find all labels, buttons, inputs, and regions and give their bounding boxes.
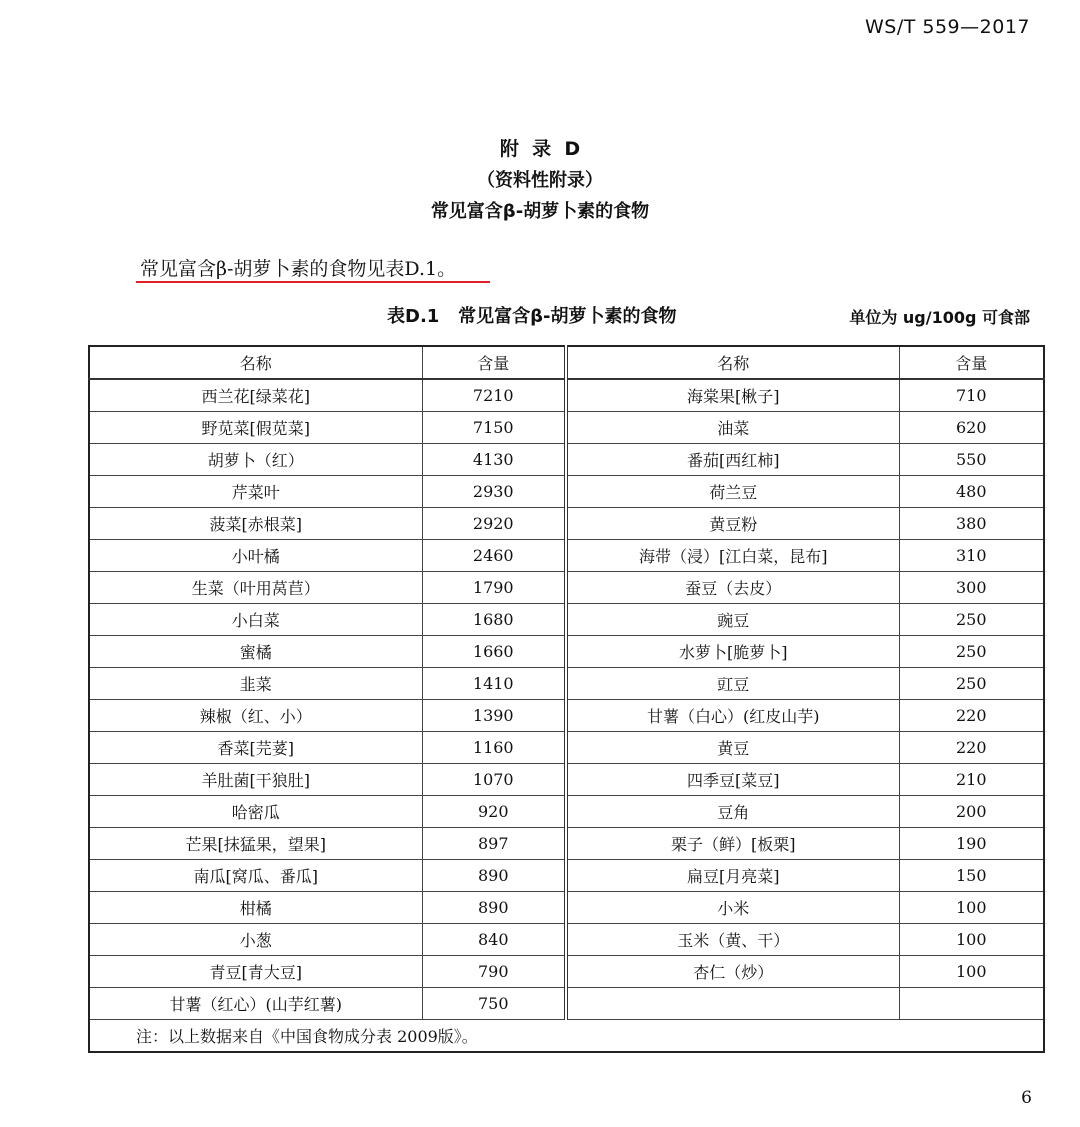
food-content-left: 4130 bbox=[422, 444, 566, 476]
table-unit: 单位为 ug/100g 可食部 bbox=[849, 308, 1030, 327]
table-header-row bbox=[89, 346, 1044, 379]
table-caption: 表D.1 常见富含β-胡萝卜素的食物 bbox=[387, 306, 677, 327]
table-row bbox=[89, 860, 1044, 892]
table-row bbox=[89, 604, 1044, 636]
food-name-right: 番茄[西红柿] bbox=[566, 444, 899, 476]
food-name-left: 柑橘 bbox=[89, 892, 422, 924]
food-name-left: 生菜（叶用莴苣） bbox=[89, 572, 422, 604]
food-name-left: 蜜橘 bbox=[89, 636, 422, 668]
header-content-left: 含量 bbox=[422, 346, 566, 379]
food-content-left: 1410 bbox=[422, 668, 566, 700]
food-content-right: 550 bbox=[899, 444, 1044, 476]
food-content-left: 840 bbox=[422, 924, 566, 956]
table-row bbox=[89, 379, 1044, 412]
food-name-right: 蚕豆（去皮） bbox=[566, 572, 899, 604]
food-content-right: 220 bbox=[899, 700, 1044, 732]
food-name-right: 甘薯（白心）(红皮山芋) bbox=[566, 700, 899, 732]
food-name-right: 豌豆 bbox=[566, 604, 899, 636]
food-content-right: 220 bbox=[899, 732, 1044, 764]
food-content-left: 890 bbox=[422, 860, 566, 892]
appendix-subtitle: （资料性附录） bbox=[477, 170, 603, 191]
table-row bbox=[89, 412, 1044, 444]
food-name-left: 小白菜 bbox=[89, 604, 422, 636]
table-row bbox=[89, 956, 1044, 988]
food-name-right: 扁豆[月亮菜] bbox=[566, 860, 899, 892]
table-row bbox=[89, 476, 1044, 508]
food-name-left: 南瓜[窝瓜、番瓜] bbox=[89, 860, 422, 892]
food-name-right: 豆角 bbox=[566, 796, 899, 828]
table-row bbox=[89, 892, 1044, 924]
food-name-right: 小米 bbox=[566, 892, 899, 924]
table-row bbox=[89, 444, 1044, 476]
table-row bbox=[89, 988, 1044, 1020]
food-name-left: 西兰花[绿菜花] bbox=[89, 379, 422, 412]
food-name-left: 芒果[抹猛果，望果] bbox=[89, 828, 422, 860]
food-content-right: 210 bbox=[899, 764, 1044, 796]
food-name-left: 芹菜叶 bbox=[89, 476, 422, 508]
food-content-right: 250 bbox=[899, 668, 1044, 700]
beta-carotene-table bbox=[88, 345, 1045, 1053]
food-content-right: 480 bbox=[899, 476, 1044, 508]
table-row bbox=[89, 636, 1044, 668]
food-name-left: 羊肚菌[干狼肚] bbox=[89, 764, 422, 796]
food-name-left: 菠菜[赤根菜] bbox=[89, 508, 422, 540]
food-content-right: 100 bbox=[899, 892, 1044, 924]
food-content-right: 100 bbox=[899, 956, 1044, 988]
food-content-left: 890 bbox=[422, 892, 566, 924]
food-content-right: 190 bbox=[899, 828, 1044, 860]
food-content-left: 7150 bbox=[422, 412, 566, 444]
food-name-right: 黄豆 bbox=[566, 732, 899, 764]
food-content-right: 620 bbox=[899, 412, 1044, 444]
food-name-left: 香菜[芫荽] bbox=[89, 732, 422, 764]
header-name-right: 名称 bbox=[566, 346, 899, 379]
food-content-right: 310 bbox=[899, 540, 1044, 572]
food-content-right: 200 bbox=[899, 796, 1044, 828]
food-content-left: 920 bbox=[422, 796, 566, 828]
table-row bbox=[89, 796, 1044, 828]
food-name-right: 海棠果[楸子] bbox=[566, 379, 899, 412]
food-content-left: 1070 bbox=[422, 764, 566, 796]
food-content-right: 100 bbox=[899, 924, 1044, 956]
page-number: 6 bbox=[1021, 1088, 1032, 1108]
table-row bbox=[89, 764, 1044, 796]
header-name-left: 名称 bbox=[89, 346, 422, 379]
food-content-left: 2460 bbox=[422, 540, 566, 572]
food-content-left: 750 bbox=[422, 988, 566, 1020]
food-content-right: 250 bbox=[899, 604, 1044, 636]
food-name-right: 荷兰豆 bbox=[566, 476, 899, 508]
food-content-left: 1390 bbox=[422, 700, 566, 732]
food-name-left: 野苋菜[假苋菜] bbox=[89, 412, 422, 444]
food-content-right: 150 bbox=[899, 860, 1044, 892]
table-note-row bbox=[89, 1020, 1044, 1053]
food-name-left: 哈密瓜 bbox=[89, 796, 422, 828]
food-name-right: 水萝卜[脆萝卜] bbox=[566, 636, 899, 668]
food-content-left: 897 bbox=[422, 828, 566, 860]
appendix-title: 附 录 D bbox=[499, 138, 581, 160]
table-row bbox=[89, 700, 1044, 732]
food-content-left: 2920 bbox=[422, 508, 566, 540]
food-name-right: 栗子（鲜）[板栗] bbox=[566, 828, 899, 860]
food-content-left: 1660 bbox=[422, 636, 566, 668]
header-content-right: 含量 bbox=[899, 346, 1044, 379]
table-body bbox=[89, 379, 1044, 1020]
food-name-right: 海带（浸）[江白菜，昆布] bbox=[566, 540, 899, 572]
food-content-right bbox=[899, 988, 1044, 1020]
food-name-left: 小叶橘 bbox=[89, 540, 422, 572]
intro-red-underline bbox=[136, 281, 490, 283]
food-content-left: 1790 bbox=[422, 572, 566, 604]
food-name-right: 豇豆 bbox=[566, 668, 899, 700]
food-name-right: 黄豆粉 bbox=[566, 508, 899, 540]
food-name-left: 辣椒（红、小） bbox=[89, 700, 422, 732]
food-name-right: 玉米（黄、干） bbox=[566, 924, 899, 956]
food-name-left: 韭菜 bbox=[89, 668, 422, 700]
food-name-right bbox=[566, 988, 899, 1020]
food-content-left: 2930 bbox=[422, 476, 566, 508]
food-name-left: 胡萝卜（红） bbox=[89, 444, 422, 476]
food-content-right: 300 bbox=[899, 572, 1044, 604]
standard-code: WS/T 559—2017 bbox=[864, 16, 1030, 38]
table-row bbox=[89, 828, 1044, 860]
food-content-left: 790 bbox=[422, 956, 566, 988]
table-note: 注：以上数据来自《中国食物成分表 2009版》。 bbox=[89, 1020, 1044, 1053]
table-row bbox=[89, 732, 1044, 764]
food-content-left: 7210 bbox=[422, 379, 566, 412]
food-name-right: 四季豆[菜豆] bbox=[566, 764, 899, 796]
table-row bbox=[89, 572, 1044, 604]
table-row bbox=[89, 540, 1044, 572]
food-name-left: 青豆[青大豆] bbox=[89, 956, 422, 988]
table-row bbox=[89, 668, 1044, 700]
food-content-right: 250 bbox=[899, 636, 1044, 668]
food-name-left: 小葱 bbox=[89, 924, 422, 956]
table-row bbox=[89, 924, 1044, 956]
food-content-right: 380 bbox=[899, 508, 1044, 540]
food-content-right: 710 bbox=[899, 379, 1044, 412]
food-name-left: 甘薯（红心）(山芋红薯) bbox=[89, 988, 422, 1020]
food-content-left: 1680 bbox=[422, 604, 566, 636]
table-row bbox=[89, 508, 1044, 540]
food-content-left: 1160 bbox=[422, 732, 566, 764]
food-name-right: 杏仁（炒） bbox=[566, 956, 899, 988]
appendix-heading: 常见富含β-胡萝卜素的食物 bbox=[430, 201, 650, 222]
food-name-right: 油菜 bbox=[566, 412, 899, 444]
intro-text: 常见富含β-胡萝卜素的食物见表D.1。 bbox=[140, 258, 457, 280]
